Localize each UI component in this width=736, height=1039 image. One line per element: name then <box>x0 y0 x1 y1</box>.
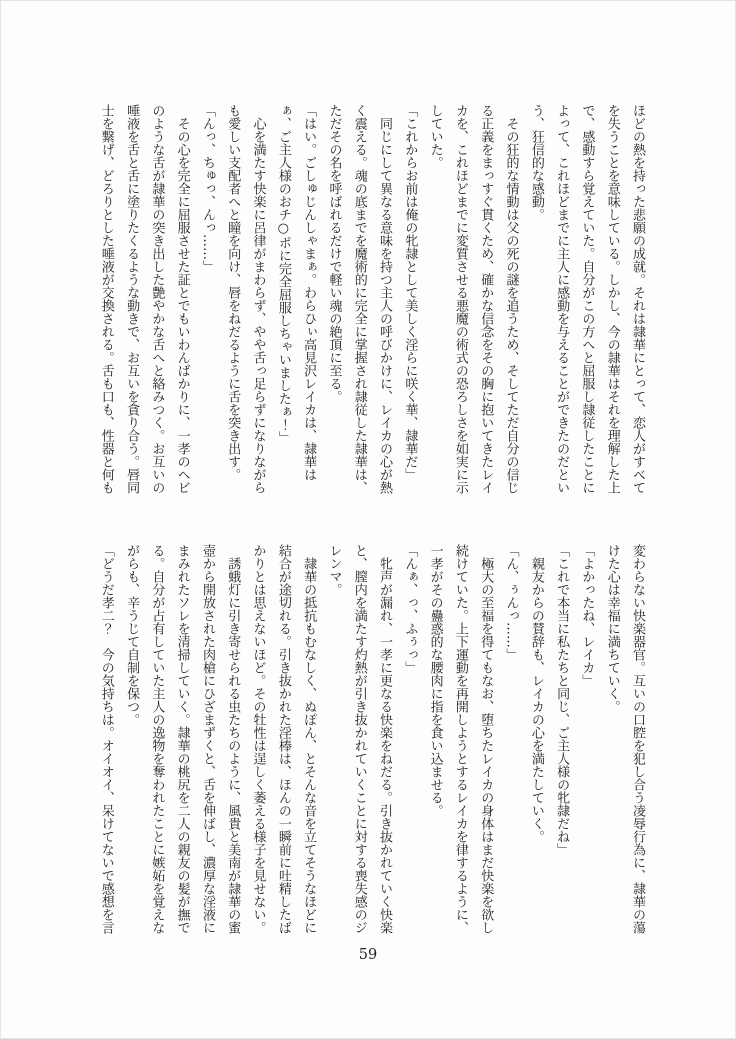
text-line: 唾液を舌と舌に塗りたくるような動きで、お互いを貪り合う。唇同 <box>124 104 140 494</box>
text-line: 「どうだ孝二？ 今の気持ちは。オイオイ、呆けてないで感想を言 <box>98 544 114 934</box>
text-line: ぁ、ご主人様のおチ○ポに完全屈服しちゃいましたぁ！」 <box>275 104 291 444</box>
text-line: を失うことを意味している。しかし、今の隷華はそれを理解した上 <box>604 104 620 494</box>
text-line: で、感動すら覚えていた。自分がこの方へと屈服し隷従したことに <box>579 104 595 494</box>
text-line: 極大の至福を得てもなお、堕ちたレイカの身体はまだ快楽を欲し <box>478 544 494 934</box>
text-line: 「んっ、ちゅっ、んっ……」 <box>199 104 215 273</box>
text-line: 心を満たす快楽に呂律がまわらず、やや舌っ足らずになりながら <box>250 104 266 494</box>
text-line: 牝声が漏れ、一孝に更なる快楽をねだる。引き抜かれていく快楽 <box>377 544 393 934</box>
text-line: 「んぁ、っ、ふぅっ」 <box>402 544 418 674</box>
text-line: 続けていた。上下運動を再開しようとするレイカを律するように、 <box>452 544 468 934</box>
text-block-top <box>93 104 650 496</box>
text-line: けた心は幸福に満ちていく。 <box>604 544 620 713</box>
text-line: 結合が途切れる。引き抜かれた淫棒は、ほんの一瞬前に吐精したば <box>275 544 291 934</box>
text-line: 士を繋げ、どろりとした唾液が交換される。舌も口も、性器と何も <box>98 104 114 494</box>
text-line: 「よかったね、レイカ」 <box>579 544 595 687</box>
text-line: 同じにして異なる意味を持つ主人の呼びかけに、レイカの心が熱 <box>377 104 393 494</box>
text-line: 「はい。ごしゅじんしゃまぁ。わらひぃ高見沢レイカは、隷華は <box>301 104 317 481</box>
text-line: 親友からの賛辞も、レイカの心を満たしていく。 <box>528 544 544 843</box>
text-line: 「ん、ぅんっ……」 <box>503 544 519 661</box>
text-line: がらも、辛うじて自制を保つ。 <box>124 544 140 726</box>
text-line: う、狂信的な感動。 <box>528 104 544 221</box>
text-line: その狂的な情動は父の死の謎を追うため、そしてただ自分の信じ <box>503 104 519 494</box>
page-number: 59 <box>358 947 378 963</box>
text-line: ただその名を呼ばれるだけで軽い魂の絶頂に至る。 <box>326 104 342 403</box>
text-line: まみれたソレを清掃していく。隷華の桃尻を二人の親友の髪が撫で <box>174 544 190 934</box>
text-block-bottom <box>93 544 650 936</box>
text-line: その心を完全に屈服させた証とでもいわんばかりに、一孝のヘビ <box>174 104 190 494</box>
text-line: 誘蛾灯に引き寄せられる虫たちのように、風貴と美南が隷華の蜜 <box>225 544 241 934</box>
text-line: く震える。魂の底までを魔術的に完全に掌握され隷従した隷華は、 <box>351 104 367 494</box>
text-line: 変わらない快楽器官。互いの口腔を犯し合う凌辱行為に、隷華の蕩 <box>630 544 645 934</box>
text-line: 「これからお前は俺の牝隷として美しく淫らに咲く華、隷華だ」 <box>402 104 418 481</box>
text-line: 一孝がその蠱惑的な腰肉に指を食い込ませる。 <box>427 544 443 817</box>
text-line: 隷華の抵抗もむなしく、ぬぽん、とそんな音を立てそうなほどに <box>301 544 317 934</box>
text-line: 「これで本当に私たちと同じ、ご主人様の牝隷だね」 <box>554 544 570 856</box>
text-line: カを、これほどまでに変質させる悪魔の術式の恐ろしさを如実に示 <box>452 104 468 494</box>
text-line: レンマ。 <box>326 544 342 596</box>
text-line: と、膣内を満たす灼熱が引き抜かれていくことに対する喪失感のジ <box>351 544 367 934</box>
text-line: る正義をまっすぐ貫くため、確かな信念をその胸に抱いてきたレイ <box>478 104 494 494</box>
text-line: ほどの熱を持った悲願の成就。それは隷華にとって、恋人がすべて <box>630 104 645 494</box>
text-line: も愛しい支配者へと瞳を向け、唇をねだるように舌を突き出す。 <box>225 104 241 481</box>
text-line: る。自分が占有していた主人の逸物を奪われたことに嫉妬を覚えな <box>149 544 165 934</box>
text-line: よって、これほどまでに主人に感動を与えることができたのだとい <box>554 104 570 494</box>
text-line: のような舌が隷華の突き出した艶やかな舌へと絡みつく。お互いの <box>149 104 165 494</box>
text-line: していた。 <box>427 104 443 169</box>
text-line: かりとは思えないほど。その牡性は逞しく萎える様子を見せない。 <box>250 544 266 934</box>
text-line: 壺から開放された肉槍にひざまずくと、舌を伸ばし、濃厚な淫液に <box>199 544 215 934</box>
